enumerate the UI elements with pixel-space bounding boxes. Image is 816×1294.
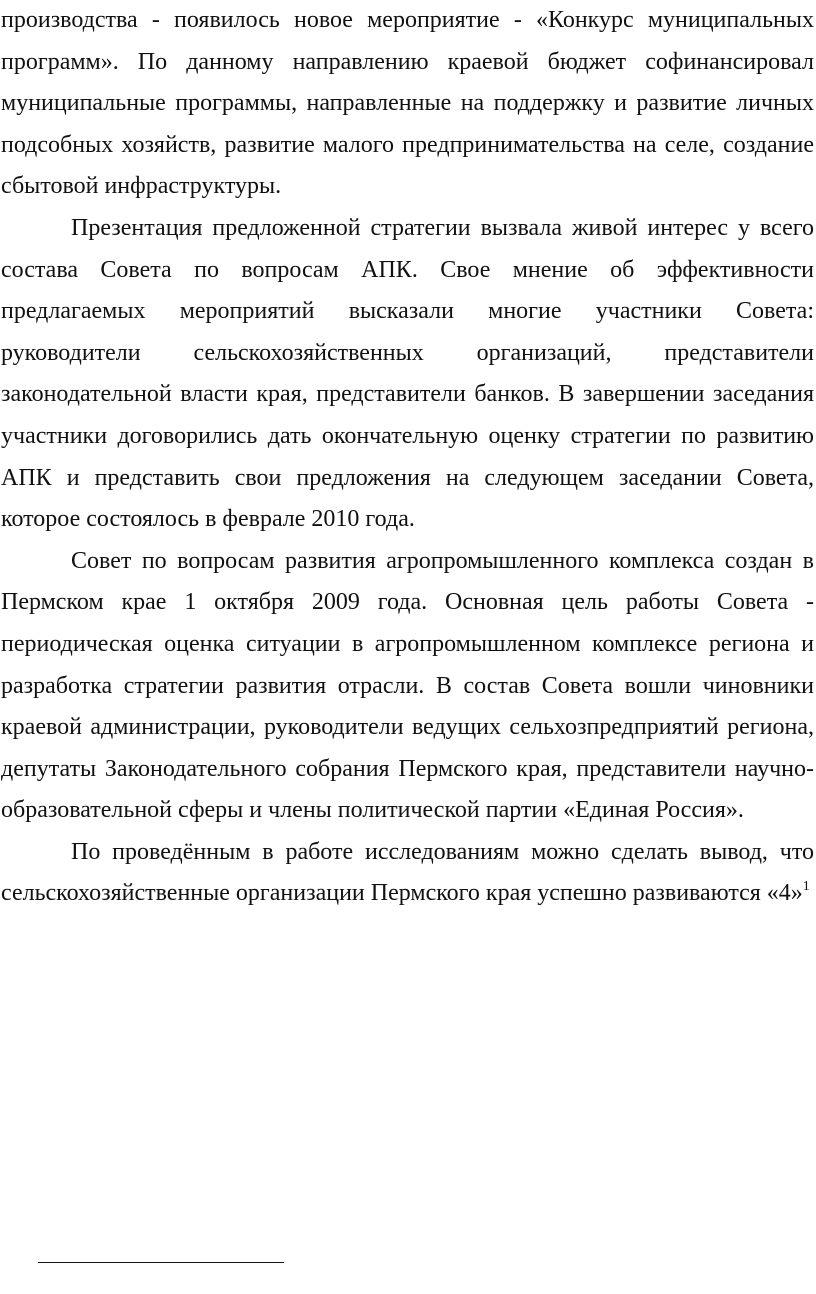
- footnote-separator: [38, 1262, 284, 1263]
- paragraph-presentation: Презентация предложенной стратегии вызвала живой интерес у всего состава Совета по вопросам АПК. Свое мнение об эффективности предлагаемых мероприятий высказали многие участники Совета: руководители сельскохозяйственных организаций, представители законодательной власти края, представители банков. В завершении заседания участники договорились дать окончательную оценку стратегии по развитию АПК и представить свои предложения на следующем заседании Совета, которое состоялось в феврале 2010 года.: [1, 214, 814, 533]
- paragraph-continuation: производства - появилось новое мероприятие - «Конкурс муниципальных программ». По данному направлению краевой бюджет софинансировал муниципальные программы, направленные на поддержку и развитие личных подсобных хозяйств, развитие малого предпринимательства на селе, создание сбытовой инфраструктуры.: [1, 7, 814, 200]
- footnote-marker: 1: [802, 879, 810, 895]
- body-text: [1, 0, 814, 915]
- conclusion-text: По проведённым в работе исследованиям можно сделать вывод, что сельскохозяйственные организации Пермского края успешно развиваются «4»: [1, 838, 814, 907]
- paragraph-conclusion: [1, 832, 814, 915]
- paragraph-council: Совет по вопросам развития агропромышленного комплекса создан в Пермском крае 1 октября 2009 года. Основная цель работы Совета - периодическая оценка ситуации в агропромышленном комплексе региона и разработка стратегии развития отрасли. В состав Совета вошли чиновники краевой администрации, руководители ведущих сельхозпредприятий региона, депутаты Законодательного собрания Пермского края, представители научно-образовательной сферы и члены политической партии «Единая Россия».: [1, 547, 814, 824]
